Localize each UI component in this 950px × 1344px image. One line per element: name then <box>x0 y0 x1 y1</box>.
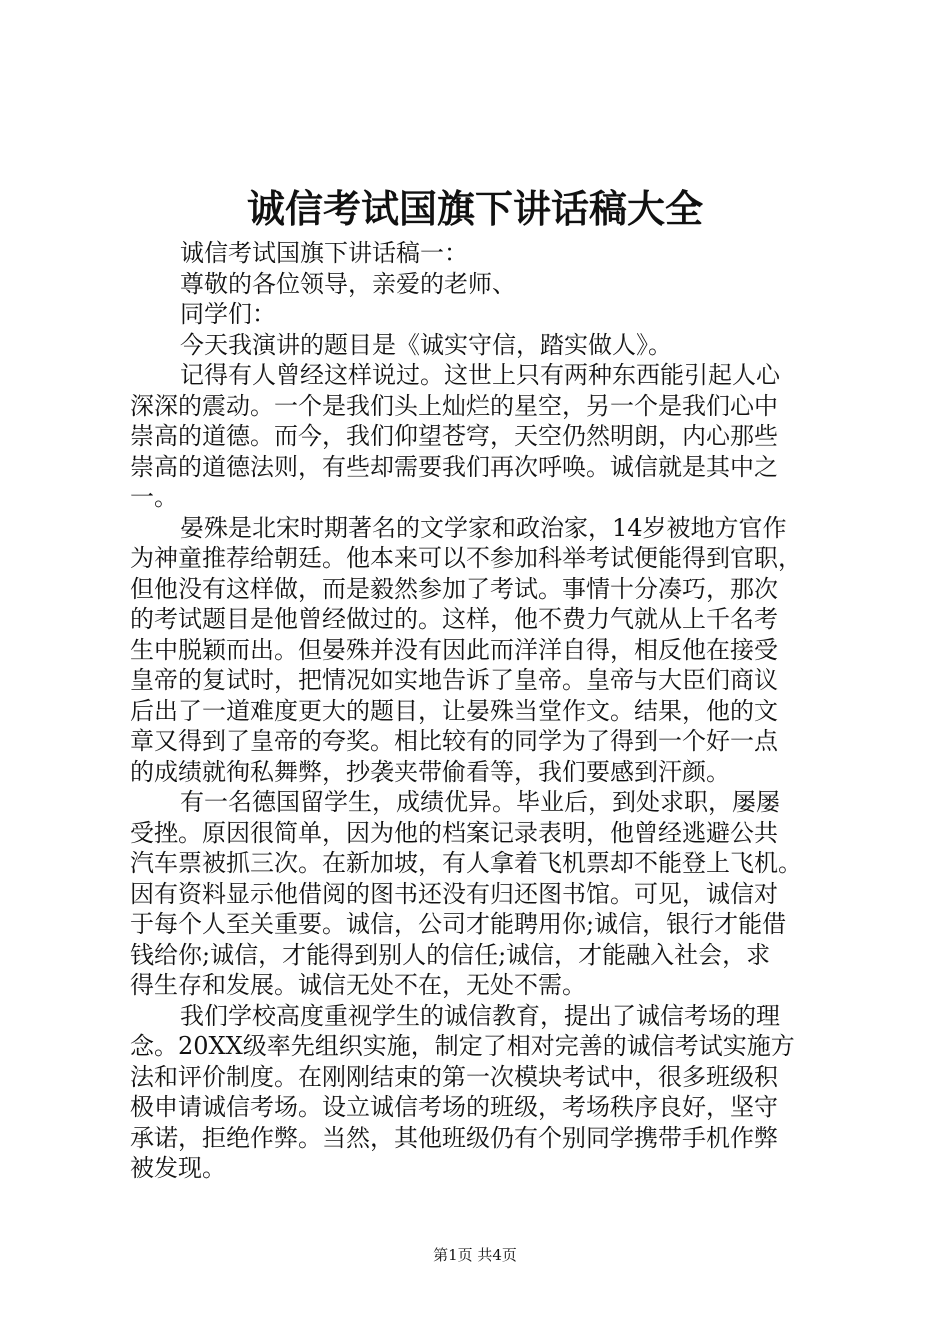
text-line: 汽车票被抓三次。在新加坡，有人拿着飞机票却不能登上飞机。 <box>130 849 802 877</box>
text-line: 受挫。原因很简单，因为他的档案记录表明，他曾经逃避公共 <box>130 818 778 847</box>
text-line: 但他没有这样做，而是毅然参加了考试。事情十分凑巧，那次 <box>130 574 778 603</box>
text-line: 后出了一道难度更大的题目，让晏殊当堂作文。结果，他的文 <box>130 696 778 725</box>
text-line: 的考试题目是他曾经做过的。这样，他不费力气就从上千名考 <box>130 605 778 633</box>
text-line: 极申请诚信考场。设立诚信考场的班级，考场秩序良好，坚守 <box>130 1093 778 1121</box>
text-line: 崇高的道德法则，有些却需要我们再次呼唤。诚信就是其中之 <box>130 452 778 481</box>
text-line: 章又得到了皇帝的夸奖。相比较有的同学为了得到一个好一点 <box>130 727 778 755</box>
text-line: 同学们： <box>180 300 276 328</box>
text-line: 深深的震动。一个是我们头上灿烂的星空，另一个是我们心中 <box>130 391 778 420</box>
text-line: 得生存和发展。诚信无处不在，无处不需。 <box>130 971 586 999</box>
document-title: 诚信考试国旗下讲话稿大全 <box>246 186 703 231</box>
text-line: 被发现。 <box>130 1154 226 1182</box>
text-line: 今天我演讲的题目是《诚实守信，踏实做人》。 <box>180 330 672 359</box>
text-line: 记得有人曾经这样说过。这世上只有两种东西能引起人心 <box>180 361 780 389</box>
text-line: 的成绩就徇私舞弊，抄袭夹带偷看等，我们要感到汗颜。 <box>130 757 730 786</box>
text-line: 尊敬的各位领导，亲爱的老师、 <box>180 269 516 298</box>
text-line: 皇帝的复试时，把情况如实地告诉了皇帝。皇帝与大臣们商议 <box>130 666 778 694</box>
text-line: 因有资料显示他借阅的图书还没有归还图书馆。可见，诚信对 <box>130 879 778 908</box>
text-line: 诚信考试国旗下讲话稿一： <box>180 239 468 267</box>
text-line: 为神童推荐给朝廷。他本来可以不参加科举考试便能得到官职， <box>130 544 802 572</box>
text-line: 于每个人至关重要。诚信，公司才能聘用你;诚信，银行才能借 <box>130 910 787 938</box>
text-line: 崇高的道德。而今，我们仰望苍穹，天空仍然明朗，内心那些 <box>130 422 778 450</box>
text-line: 一。 <box>130 483 178 511</box>
text-line: 钱给你;诚信，才能得到别人的信任;诚信，才能融入社会，求 <box>130 940 771 969</box>
text-line: 晏殊是北宋时期著名的文学家和政治家，14岁被地方官作 <box>180 513 787 542</box>
text-line: 生中脱颖而出。但晏殊并没有因此而洋洋自得，相反他在接受 <box>130 635 778 664</box>
text-line: 我们学校高度重视学生的诚信教育，提出了诚信考场的理 <box>180 1001 780 1030</box>
text-line: 法和评价制度。在刚刚结束的第一次模块考试中，很多班级积 <box>130 1062 778 1091</box>
document-body <box>130 238 830 1184</box>
text-line: 念。20XX级率先组织实施，制定了相对完善的诚信考试实施方 <box>130 1032 795 1060</box>
page-footer: 第1页 共4页 <box>433 1246 517 1264</box>
text-line: 承诺，拒绝作弊。当然，其他班级仍有个别同学携带手机作弊 <box>130 1123 778 1152</box>
text-line: 有一名德国留学生，成绩优异。毕业后，到处求职，屡屡 <box>180 788 780 816</box>
